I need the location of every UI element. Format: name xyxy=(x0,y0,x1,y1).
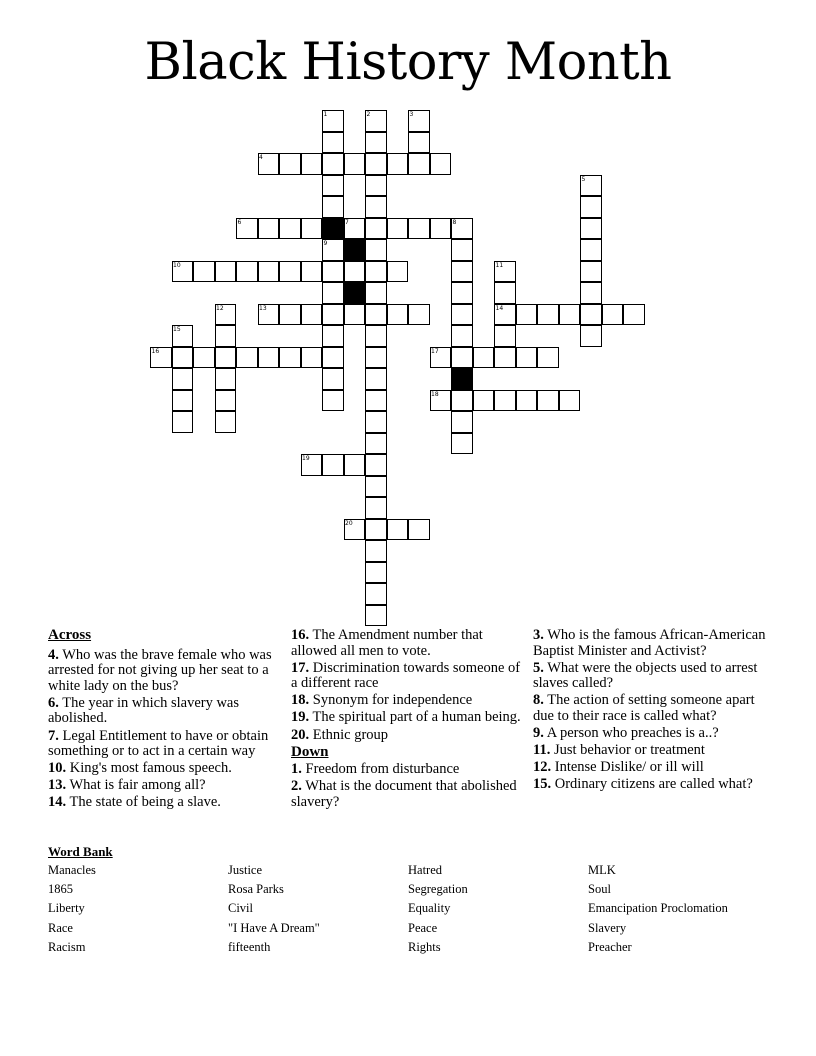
crossword-cell[interactable] xyxy=(365,411,387,433)
crossword-cell[interactable] xyxy=(580,218,602,240)
crossword-cell[interactable] xyxy=(623,304,645,326)
word-bank-item: Racism xyxy=(48,939,86,954)
crossword-cell[interactable] xyxy=(365,175,387,197)
crossword-cell[interactable] xyxy=(516,304,538,326)
across-heading: Across xyxy=(48,627,92,643)
clues-column-1 xyxy=(48,628,283,813)
word-bank-item: "I Have A Dream" xyxy=(228,920,320,935)
crossword-cell[interactable] xyxy=(516,390,538,412)
clue-number: 4 xyxy=(259,154,263,161)
crossword-cell[interactable] xyxy=(365,433,387,455)
crossword-cell[interactable] xyxy=(172,390,194,412)
crossword-cell[interactable] xyxy=(580,325,602,347)
crossword-cell[interactable] xyxy=(365,476,387,498)
crossword-cell[interactable] xyxy=(365,153,387,175)
crossword-cell[interactable] xyxy=(537,304,559,326)
clue-number: 14 xyxy=(495,304,504,312)
crossword-cell[interactable] xyxy=(430,153,452,175)
crossword-cell[interactable] xyxy=(451,433,473,455)
crossword-cell[interactable] xyxy=(494,325,516,347)
crossword-cell[interactable] xyxy=(516,347,538,369)
crossword-cell[interactable] xyxy=(172,368,194,390)
word-bank-item: Slavery xyxy=(588,920,627,935)
word-bank-item: fifteenth xyxy=(228,939,271,954)
crossword-cell[interactable] xyxy=(451,325,473,347)
word-bank-item: Preacher xyxy=(588,939,632,954)
crossword-cell[interactable] xyxy=(301,261,323,283)
clue-down-8: 8. The action of setting someone apart due to their race is called what? xyxy=(533,692,755,724)
clue-down-1: 1. Freedom from disturbance xyxy=(291,761,460,778)
clue-down-11: 11. Just behavior or treatment xyxy=(533,742,705,759)
clue-across-6: 6. The year in which slavery was abolished. xyxy=(48,694,240,727)
crossword-cell[interactable] xyxy=(451,304,473,326)
crossword-cell[interactable] xyxy=(322,454,344,476)
clue-across-16: 16. The Amendment number that allowed all men to vote. xyxy=(291,627,483,659)
crossword-cell[interactable] xyxy=(559,304,581,326)
clue-across-20: 20. Ethnic group xyxy=(291,726,389,743)
crossword-cell[interactable] xyxy=(258,347,280,369)
clue-number: 19 xyxy=(302,455,310,462)
crossword-cell[interactable] xyxy=(322,132,344,154)
crossword-cell[interactable] xyxy=(365,196,387,218)
clue-across-4: 4. Who was the brave female who was arrested for not giving up her seat to a white lady on the bus? xyxy=(48,646,272,694)
crossword-cell[interactable] xyxy=(193,347,215,369)
crossword-cell[interactable] xyxy=(365,497,387,519)
crossword-cell[interactable] xyxy=(301,153,323,175)
crossword-cell[interactable] xyxy=(344,454,366,476)
clue-number: 1 xyxy=(323,111,328,118)
crossword-cell[interactable] xyxy=(451,411,473,433)
word-bank-title: Word Bank xyxy=(48,844,113,859)
crossword-cell[interactable] xyxy=(322,196,344,218)
crossword-cell[interactable] xyxy=(365,239,387,261)
crossword-cell[interactable] xyxy=(494,390,516,412)
crossword-cell[interactable] xyxy=(365,390,387,412)
clue-down-9: 9. A person who preaches is a..? xyxy=(533,725,719,742)
crossword-cell[interactable] xyxy=(473,390,495,412)
crossword-cell[interactable] xyxy=(602,304,624,326)
clue-number: 3 xyxy=(409,111,414,118)
crossword-cell[interactable] xyxy=(236,261,258,283)
crossword-cell[interactable] xyxy=(279,261,301,283)
crossword-cell[interactable] xyxy=(279,218,301,240)
crossword-cell[interactable] xyxy=(451,390,473,412)
crossword-cell[interactable] xyxy=(322,390,344,412)
crossword-cell[interactable] xyxy=(387,261,409,283)
word-bank-item: Rosa Parks xyxy=(228,882,284,897)
black-square xyxy=(344,239,366,261)
word-bank-item: Civil xyxy=(228,901,254,916)
crossword-cell[interactable] xyxy=(344,304,366,326)
crossword-cell[interactable] xyxy=(365,368,387,390)
crossword-cell[interactable] xyxy=(172,347,194,369)
word-bank-item: Race xyxy=(48,920,73,935)
clue-across-17: 17. Discrimination towards someone of a different race xyxy=(291,659,521,692)
clue-across-14: 14. The state of being a slave. xyxy=(48,794,221,811)
crossword-cell[interactable] xyxy=(537,347,559,369)
crossword-cell[interactable] xyxy=(215,261,237,283)
crossword-cell[interactable] xyxy=(301,347,323,369)
crossword-cell[interactable] xyxy=(408,132,430,154)
clue-number: 16 xyxy=(151,347,160,355)
crossword-cell[interactable] xyxy=(301,304,323,326)
crossword-cell[interactable] xyxy=(365,325,387,347)
clue-number: 15 xyxy=(173,326,181,333)
crossword-cell[interactable] xyxy=(365,132,387,154)
crossword-cell[interactable] xyxy=(451,347,473,369)
word-bank-column-4 xyxy=(588,862,728,958)
crossword-cell[interactable] xyxy=(430,218,452,240)
crossword-cell[interactable] xyxy=(258,218,280,240)
crossword-cell[interactable] xyxy=(580,304,602,326)
clue-across-13: 13. What is fair among all? xyxy=(48,777,206,794)
crossword-cell[interactable] xyxy=(365,304,387,326)
word-bank-item: Manacles xyxy=(48,863,96,877)
crossword-cell[interactable] xyxy=(258,261,280,283)
clue-across-10: 10. King's most famous speech. xyxy=(48,760,232,777)
crossword-cell[interactable] xyxy=(494,282,516,304)
clue-number: 11 xyxy=(495,261,504,269)
crossword-cell[interactable] xyxy=(301,218,323,240)
crossword-cell[interactable] xyxy=(279,304,301,326)
crossword-cell[interactable] xyxy=(387,153,409,175)
word-bank-column-1 xyxy=(48,862,96,958)
crossword-cell[interactable] xyxy=(365,583,387,605)
clue-number: 5 xyxy=(581,175,586,183)
crossword-cell[interactable] xyxy=(408,153,430,175)
page-title: Black History Month xyxy=(144,33,672,92)
clue-number: 13 xyxy=(259,304,267,312)
crossword-cell[interactable] xyxy=(365,519,387,541)
word-bank-column-3 xyxy=(408,862,468,958)
crossword-cell[interactable] xyxy=(322,347,344,369)
crossword-cell[interactable] xyxy=(387,519,409,541)
crossword-cell[interactable] xyxy=(580,196,602,218)
clue-down-5: 5. What were the objects used to arrest slaves called? xyxy=(533,659,758,692)
word-bank-item: Emancipation Proclomation xyxy=(588,901,728,916)
crossword-cell[interactable] xyxy=(279,153,301,175)
crossword-cell[interactable] xyxy=(365,261,387,283)
crossword-cell[interactable] xyxy=(365,454,387,476)
crossword-cell[interactable] xyxy=(408,519,430,541)
clue-number: 6 xyxy=(237,218,242,226)
clue-number: 17 xyxy=(431,347,439,355)
word-bank-item: MLK xyxy=(588,863,616,877)
crossword-cell[interactable] xyxy=(322,325,344,347)
crossword-cell[interactable] xyxy=(215,368,237,390)
crossword-cell[interactable] xyxy=(580,239,602,261)
clue-down-12: 12. Intense Dislike/ or ill will xyxy=(533,759,704,776)
clue-down-3: 3. Who is the famous African-American Baptist Minister and Activist? xyxy=(533,627,766,659)
crossword-cell[interactable] xyxy=(451,239,473,261)
crossword-cell[interactable] xyxy=(322,368,344,390)
clue-number: 8 xyxy=(452,218,457,226)
clue-across-7: 7. Legal Entitlement to have or obtain something or to act in a certain way xyxy=(48,727,269,760)
black-square xyxy=(344,282,366,304)
crossword-cell[interactable] xyxy=(322,304,344,326)
clue-across-18: 18. Synonym for independence xyxy=(291,692,473,709)
clue-down-15: 15. Ordinary citizens are called what? xyxy=(533,776,753,793)
crossword-cell[interactable] xyxy=(408,218,430,240)
crossword-cell[interactable] xyxy=(408,304,430,326)
crossword-cell[interactable] xyxy=(279,347,301,369)
word-bank-item: 1865 xyxy=(48,882,73,897)
clues-column-2 xyxy=(291,628,521,812)
clue-number: 2 xyxy=(366,111,371,118)
crossword-cell[interactable] xyxy=(387,304,409,326)
crossword-cell[interactable] xyxy=(193,261,215,283)
clue-number: 20 xyxy=(345,519,353,527)
crossword-cell[interactable] xyxy=(365,347,387,369)
crossword-cell[interactable] xyxy=(236,347,258,369)
crossword-cell[interactable] xyxy=(365,540,387,562)
crossword-cell[interactable] xyxy=(387,218,409,240)
crossword-cell[interactable] xyxy=(344,153,366,175)
word-bank-item: Rights xyxy=(408,939,441,954)
clue-across-19: 19. The spiritual part of a human being. xyxy=(291,709,521,726)
crossword-cell[interactable] xyxy=(172,411,194,433)
crossword-cell[interactable] xyxy=(215,411,237,433)
crossword-cell[interactable] xyxy=(322,261,344,283)
clue-number: 10 xyxy=(173,261,181,269)
crossword-cell[interactable] xyxy=(494,347,516,369)
crossword-cell[interactable] xyxy=(365,282,387,304)
crossword-cell[interactable] xyxy=(365,218,387,240)
word-bank-column-2 xyxy=(228,862,320,958)
crossword-cell[interactable] xyxy=(322,282,344,304)
word-bank-item: Segregation xyxy=(408,882,468,897)
crossword-cell[interactable] xyxy=(365,562,387,584)
crossword-cell[interactable] xyxy=(451,282,473,304)
crossword-cell[interactable] xyxy=(215,390,237,412)
crossword-cell[interactable] xyxy=(559,390,581,412)
clue-number: 7 xyxy=(345,218,349,226)
crossword-cell[interactable] xyxy=(215,325,237,347)
down-heading: Down xyxy=(291,743,329,760)
crossword-cell[interactable] xyxy=(215,347,237,369)
clues-column-3 xyxy=(533,628,773,794)
black-square xyxy=(451,368,473,390)
crossword-cell[interactable] xyxy=(580,282,602,304)
clue-number: 12 xyxy=(216,304,224,312)
clue-number: 9 xyxy=(323,240,328,247)
word-bank-item: Hatred xyxy=(408,863,443,877)
word-bank-item: Justice xyxy=(228,863,263,877)
crossword-cell[interactable] xyxy=(473,347,495,369)
word-bank-item: Peace xyxy=(408,920,438,935)
clue-number: 18 xyxy=(431,390,439,398)
word-bank-item: Liberty xyxy=(48,901,85,916)
word-bank-item: Equality xyxy=(408,901,451,916)
crossword-cell[interactable] xyxy=(451,261,473,283)
word-bank-item: Soul xyxy=(588,882,611,897)
clue-down-2: 2. What is the document that abolished slavery? xyxy=(291,778,517,810)
crossword-cell[interactable] xyxy=(322,175,344,197)
black-square xyxy=(322,218,344,240)
crossword-cell[interactable] xyxy=(537,390,559,412)
crossword-cell[interactable] xyxy=(580,261,602,283)
crossword-cell[interactable] xyxy=(365,605,387,627)
crossword-cell[interactable] xyxy=(322,153,344,175)
crossword-cell[interactable] xyxy=(344,261,366,283)
